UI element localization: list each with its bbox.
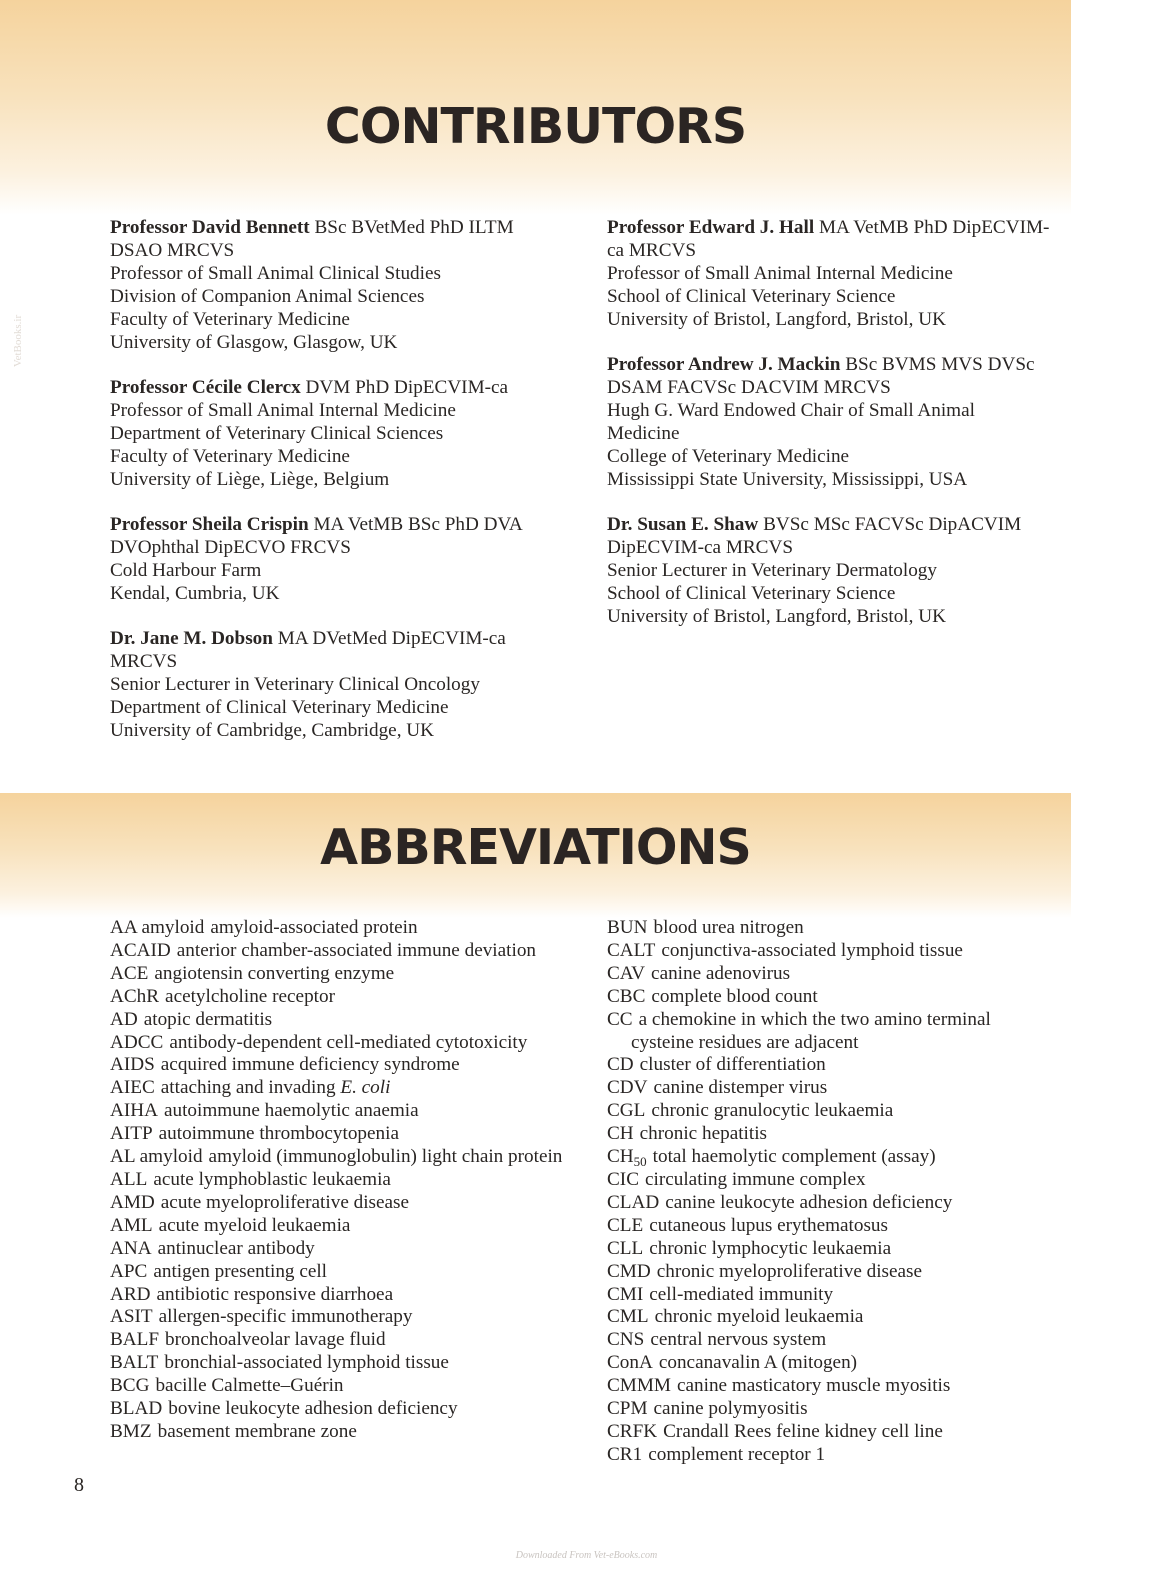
abbreviation-item [607,1421,1047,1444]
contributor-qualifications: BVSc MSc FACVSc DipACVIM [758,514,1022,535]
contributor-entry [110,216,560,354]
abbreviation-code-text: CLE [607,1214,644,1236]
contributor-entry [607,353,1067,491]
abbreviation-code-text: ADCC [110,1031,164,1053]
abbreviation-code [607,1238,643,1259]
abbreviation-code [607,1444,642,1465]
abbreviation-code [607,1123,634,1144]
abbreviation-definition: bronchial-associated lymphoid tissue [164,1352,449,1374]
contributor-detail-line: College of Veterinary Medicine [607,446,850,467]
abbreviation-item [110,1169,580,1192]
abbreviation-item [110,1146,580,1169]
abbreviation-item [110,1421,580,1444]
abbreviation-code [110,963,148,984]
abbreviation-definition: acute myeloid leukaemia [158,1214,351,1236]
contributor-qualifications: DVM PhD DipECVIM-ca [300,377,509,398]
abbreviation-code [607,1215,643,1236]
abbreviation-item [607,917,1047,940]
abbreviation-code-text: CH [607,1123,634,1145]
abbreviation-code [110,1009,138,1030]
abbreviation-code [110,1352,158,1373]
abbreviation-code [110,917,204,938]
abbreviation-code [110,1421,152,1442]
abbreviation-item [110,1123,580,1146]
abbreviation-definition: amyloid-associated protein [210,917,418,938]
abbreviation-code-text: ACAID [110,939,171,961]
contributor-detail-line: Professor of Small Animal Internal Medicine [607,263,953,284]
abbreviation-code-text: CMI [607,1283,644,1305]
abbreviation-item [607,1398,1047,1421]
abbreviation-item [110,1032,580,1055]
abbreviation-code [607,986,645,1007]
abbreviation-code [110,1398,162,1419]
abbreviation-item [607,1261,1047,1284]
abbreviation-definition-italic: E. coli [340,1077,391,1099]
contributors-right-column [607,216,1067,650]
abbreviation-code-text: CLL [607,1237,644,1259]
abbreviations-right-column [607,917,1047,1467]
abbreviation-item [607,1215,1047,1238]
abbreviation-item [110,1238,580,1261]
abbreviation-code [607,1352,653,1373]
abbreviation-code [110,1169,147,1190]
abbreviation-code-text: CLAD [607,1191,660,1213]
contributor-detail-line: DSAM FACVSc DACVIM MRCVS [607,377,891,398]
abbreviation-item [110,1398,580,1421]
abbreviation-code [110,1261,147,1282]
abbreviation-item [607,1169,1047,1192]
contributor-detail-line: Cold Harbour Farm [110,560,262,581]
abbreviation-item [607,1238,1047,1261]
contributor-detail-line: School of Clinical Veterinary Science [607,286,896,307]
contributor-name-line [607,353,1067,376]
abbreviation-code-text: AL amyloid [110,1146,203,1168]
abbreviation-item [607,1123,1047,1146]
contributor-detail-line: Department of Veterinary Clinical Sciences [110,423,444,444]
abbreviation-code-text: ConA [607,1352,653,1374]
download-footer: Downloaded From Vet-eBooks.com [515,1550,658,1561]
abbreviation-definition: amyloid (immunoglobulin) light chain protein [208,1146,563,1168]
contributor-detail-line: Mississippi State University, Mississippi, USA [607,469,968,490]
abbreviation-definition: chronic hepatitis [639,1123,767,1145]
abbreviations-header-band [0,793,1071,918]
abbreviation-code-text: AMD [110,1191,155,1213]
abbreviation-definition: bronchoalveolar lavage fluid [165,1329,386,1351]
contributor-qualifications: BSc BVMS MVS DVSc [840,354,1035,375]
abbreviation-code [110,1032,163,1053]
abbreviation-code-text: APC [110,1260,148,1282]
abbreviation-code-text: AChR [110,985,160,1007]
abbreviation-code-text: ASIT [110,1306,153,1328]
abbreviation-definition: antinuclear antibody [157,1237,315,1259]
abbreviation-code [607,1169,639,1190]
abbreviation-code [110,1329,159,1350]
abbreviation-item [607,1054,1047,1077]
abbreviation-definition: canine leukocyte adhesion deficiency [665,1191,953,1213]
abbreviation-code [607,1284,643,1305]
contributor-entry [110,376,560,491]
abbreviation-definition: circulating immune complex [645,1168,866,1190]
abbreviation-code [607,1329,644,1350]
abbreviation-code-text: CC [607,1008,633,1030]
abbreviation-definition: autoimmune thrombocytopenia [158,1123,399,1145]
abbreviation-item [607,1352,1047,1375]
abbreviation-code-text: AD [110,1008,138,1030]
abbreviation-definition: complete blood count [651,985,818,1007]
abbreviation-item [607,1009,1047,1055]
abbreviation-code [607,1398,648,1419]
abbreviation-code-text: BALF [110,1329,160,1351]
abbreviation-code-text: CALT [607,939,656,961]
abbreviation-definition: cell-mediated immunity [649,1283,834,1305]
abbreviation-subscript: 50 [633,1154,647,1170]
abbreviation-definition: chronic myeloproliferative disease [656,1260,923,1282]
abbreviation-code-text: CNS [607,1329,645,1351]
abbreviation-definition: anterior chamber-associated immune deviation [176,939,537,961]
contributor-name: Dr. Jane M. Dobson [110,628,273,649]
contributor-detail-line: School of Clinical Veterinary Science [607,583,896,604]
abbreviation-definition: acetylcholine receptor [165,985,335,1007]
contributor-detail-line: Professor of Small Animal Clinical Studies [110,263,441,284]
abbreviation-code [607,1077,648,1098]
abbreviation-code [607,963,645,984]
abbreviation-definition: chronic lymphocytic leukaemia [649,1237,892,1259]
abbreviation-definition: antibody-dependent cell-mediated cytotoxicity [169,1031,528,1053]
contributor-detail-line: DipECVIM-ca MRCVS [607,537,794,558]
abbreviation-code-text: AML [110,1214,153,1236]
abbreviation-definition: antigen presenting cell [153,1260,328,1282]
abbreviation-code [607,1146,647,1170]
abbreviation-item [607,1077,1047,1100]
abbreviation-code-text: AITP [110,1123,153,1145]
abbreviation-item [607,1146,1047,1169]
contributor-detail-line: University of Bristol, Langford, Bristol, UK [607,606,946,627]
contributor-name-line [110,376,560,399]
contributor-name-line [110,513,560,536]
abbreviation-code [607,1306,649,1327]
abbreviation-item [110,1306,580,1329]
abbreviation-code-text: CR1 [607,1443,643,1465]
abbreviation-code [607,917,648,938]
abbreviation-code [607,1009,633,1030]
abbreviation-code-text: CMMM [607,1375,671,1397]
abbreviation-code-text: CDV [607,1077,648,1099]
abbreviation-definition: cutaneous lupus erythematosus [649,1214,888,1236]
abbreviation-definition: autoimmune haemolytic anaemia [163,1100,419,1122]
page-number: 8 [74,1474,84,1496]
abbreviation-code [110,986,159,1007]
abbreviation-definition: central nervous system [650,1329,827,1351]
abbreviation-code [607,940,655,961]
contributor-detail-line: DVOphthal DipECVO FRCVS [110,537,351,558]
abbreviation-code [110,1192,155,1213]
abbreviation-code-text: CH [607,1146,634,1168]
abbreviation-item [607,1306,1047,1329]
abbreviation-code-text: ALL [110,1168,148,1190]
abbreviation-code [110,1375,149,1396]
abbreviations-left-column [110,917,580,1444]
abbreviation-code-text: BUN [607,917,648,938]
abbreviation-item [110,917,580,940]
abbreviation-definition: angiotensin converting enzyme [154,962,395,984]
abbreviation-code [110,1123,153,1144]
contributor-detail-line: University of Cambridge, Cambridge, UK [110,720,434,741]
abbreviation-item [607,1375,1047,1398]
contributor-name-line [607,513,1067,536]
contributor-name: Professor Andrew J. Mackin [607,354,841,375]
abbreviation-item [607,1444,1047,1467]
abbreviation-code [110,1306,153,1327]
abbreviation-code [607,1192,659,1213]
abbreviation-item [110,986,580,1009]
abbreviation-definition: atopic dermatitis [143,1008,273,1030]
abbreviation-item [607,1192,1047,1215]
abbreviation-item [607,1329,1047,1352]
contributor-detail-line: Kendal, Cumbria, UK [110,583,280,604]
contributor-detail-line: Faculty of Veterinary Medicine [110,309,350,330]
contributor-detail-line: MRCVS [110,651,178,672]
contributors-header-band [0,0,1071,215]
abbreviation-definition: allergen-specific immunotherapy [158,1306,413,1328]
abbreviation-definition: acute myeloproliferative disease [160,1191,410,1213]
abbreviation-code-text: AA amyloid [110,917,205,938]
abbreviation-code [110,1238,152,1259]
contributor-detail-line: University of Glasgow, Glasgow, UK [110,332,398,353]
abbreviation-definition: canine distemper virus [653,1077,828,1099]
abbreviation-code-text: CIC [607,1168,639,1190]
abbreviation-definition: a chemokine in which the two amino terminal cysteine residues are adjacent [631,1008,991,1053]
abbreviation-definition: acquired immune deficiency syndrome [160,1054,460,1076]
contributor-name-line [607,216,1067,239]
abbreviation-definition: chronic myeloid leukaemia [654,1306,864,1328]
abbreviation-code [607,1100,645,1121]
contributor-detail-line: Senior Lecturer in Veterinary Dermatology [607,560,937,581]
contributor-name-line [110,216,560,239]
abbreviation-definition: canine adenovirus [651,962,791,984]
abbreviation-code-text: CML [607,1306,649,1328]
abbreviation-item [607,1284,1047,1307]
contributors-left-column [110,216,560,764]
abbreviation-code-text: CGL [607,1100,646,1122]
contributor-detail-line: ca MRCVS [607,240,697,261]
abbreviation-code-text: ARD [110,1283,151,1305]
contributor-entry [110,627,560,742]
abbreviation-item [110,940,580,963]
side-watermark: VetBooks.ir [12,314,25,368]
abbreviation-item [110,1100,580,1123]
abbreviation-code-text: CAV [607,962,646,984]
contributor-name: Professor Sheila Crispin [110,514,309,535]
abbreviation-item [110,1215,580,1238]
abbreviation-definition: blood urea nitrogen [653,917,804,938]
contributor-detail-line: University of Liège, Liège, Belgium [110,469,390,490]
abbreviation-definition: Crandall Rees feline kidney cell line [663,1420,943,1442]
abbreviation-definition: antibiotic responsive diarrhoea [156,1283,394,1305]
abbreviation-definition: bovine leukocyte adhesion deficiency [168,1398,458,1420]
abbreviation-definition: concanavalin A (mitogen) [658,1352,858,1374]
abbreviation-item [607,940,1047,963]
contributor-detail-line: DSAO MRCVS [110,240,235,261]
contributor-qualifications: MA VetMB BSc PhD DVA [308,514,523,535]
abbreviation-item [110,1009,580,1032]
abbreviation-code-text: CPM [607,1398,648,1420]
abbreviation-code-text: CMD [607,1260,651,1282]
abbreviation-definition: cluster of differentiation [639,1054,826,1076]
abbreviation-code-text: ACE [110,962,149,984]
abbreviation-item [110,1329,580,1352]
abbreviation-item [110,1352,580,1375]
abbreviation-code [110,1077,155,1098]
abbreviation-code-text: BLAD [110,1398,163,1420]
contributor-entry [110,513,560,605]
contributor-detail-line: Senior Lecturer in Veterinary Clinical Oncology [110,674,480,695]
abbreviation-item [110,1054,580,1077]
abbreviation-definition: total haemolytic complement (assay) [652,1146,936,1168]
abbreviation-code-text: CD [607,1054,634,1076]
abbreviation-item [607,963,1047,986]
abbreviation-code [607,1375,671,1396]
contributor-detail-line: Hugh G. Ward Endowed Chair of Small Animal [607,400,975,421]
contributor-detail-line: Medicine [607,423,680,444]
contributor-qualifications: MA DVetMed DipECVIM-ca [272,628,506,649]
abbreviation-code-text: ANA [110,1237,152,1259]
abbreviation-item [110,1284,580,1307]
contributor-name: Professor Cécile Clercx [110,377,301,398]
abbreviation-code [110,1284,151,1305]
abbreviation-code-text: BMZ [110,1420,152,1442]
abbreviation-definition: basement membrane zone [157,1420,357,1442]
contributor-detail-line: Professor of Small Animal Internal Medicine [110,400,456,421]
abbreviation-item [607,1100,1047,1123]
contributor-qualifications: MA VetMB PhD DipECVIM- [814,217,1050,238]
abbreviation-code-text: AIEC [110,1077,155,1099]
abbreviation-item [110,1375,580,1398]
contributor-detail-line: Division of Companion Animal Sciences [110,286,425,307]
abbreviation-item [110,1261,580,1284]
abbreviation-code-text: CBC [607,985,646,1007]
abbreviation-code [607,1054,634,1075]
abbreviation-code [110,940,171,961]
abbreviation-code [110,1146,203,1167]
contributor-qualifications: BSc BVetMed PhD ILTM [309,217,514,238]
contributor-detail-line: Department of Clinical Veterinary Medicine [110,697,449,718]
abbreviation-definition: attaching and invading [160,1077,341,1099]
abbreviation-code [607,1421,657,1442]
abbreviation-code-text: AIHA [110,1100,158,1122]
contributor-detail-line: University of Bristol, Langford, Bristol, UK [607,309,946,330]
abbreviation-code [110,1054,155,1075]
contributors-heading: CONTRIBUTORS [324,98,747,155]
abbreviation-item [110,1077,580,1100]
abbreviation-definition: canine masticatory muscle myositis [676,1375,951,1397]
abbreviation-definition: conjunctiva-associated lymphoid tissue [661,939,963,961]
abbreviation-definition: bacille Calmette–Guérin [155,1375,344,1397]
abbreviation-definition: chronic granulocytic leukaemia [651,1100,894,1122]
abbreviation-item [110,963,580,986]
abbreviation-item [110,1192,580,1215]
contributor-entry [607,216,1067,331]
contributor-entry [607,513,1067,628]
contributor-name-line [110,627,560,650]
abbreviation-definition: acute lymphoblastic leukaemia [153,1168,391,1190]
abbreviation-code [607,1261,651,1282]
abbreviation-item [607,986,1047,1009]
contributor-name: Dr. Susan E. Shaw [607,514,759,535]
abbreviation-code [110,1215,153,1236]
contributor-name: Professor David Bennett [110,217,310,238]
abbreviation-code-text: BALT [110,1352,159,1374]
abbreviation-code [110,1100,158,1121]
abbreviation-code-text: AIDS [110,1054,155,1076]
abbreviation-definition: complement receptor 1 [648,1443,826,1465]
abbreviation-code-text: CRFK [607,1420,658,1442]
abbreviation-definition: canine polymyositis [653,1398,808,1420]
contributor-name: Professor Edward J. Hall [607,217,815,238]
abbreviation-code-text: BCG [110,1375,150,1397]
abbreviations-heading: ABBREVIATIONS [320,819,751,876]
contributor-detail-line: Faculty of Veterinary Medicine [110,446,350,467]
